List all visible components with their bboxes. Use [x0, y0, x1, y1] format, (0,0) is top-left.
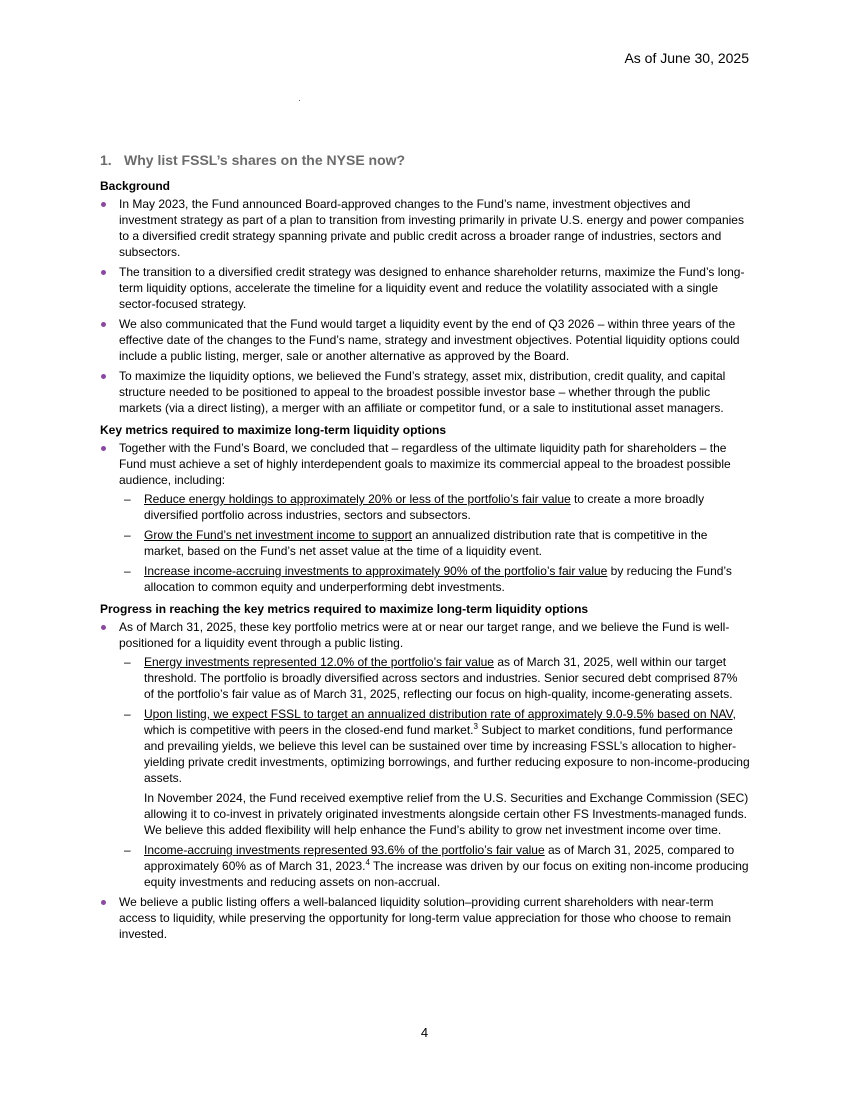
dash-text: as of March 31, 2025, compared to approximately 60% as of March 31, 2023.	[144, 843, 735, 873]
dash-marker: –	[124, 528, 131, 542]
list-item	[100, 619, 750, 890]
key-metrics-list	[100, 440, 750, 595]
dash-text: The increase was driven by our focus on exiting non-income producing equity investments and reducing assets on non-accrual.	[144, 859, 749, 889]
list-item: To maximize the liquidity options, we believed the Fund’s strategy, asset mix, distribution, credit quality, and capital structure needed to be positioned to appeal to the broadest possible investor base – whether through the public markets (via a direct listing), a merger with an affiliate or competitor fund, or a sale to institutional asset managers.	[100, 368, 750, 416]
underlined-metric: Upon listing, we expect FSSL to target an annualized distribution rate of approximately 9.0-9.5% based on NAV	[144, 707, 733, 721]
section-title-text: Why list FSSL’s shares on the NYSE now?	[124, 152, 406, 168]
stray-dot	[299, 100, 300, 101]
dash-text: , which is competitive with peers in the closed-end fund market.	[144, 707, 736, 737]
dash-item	[119, 654, 750, 702]
underlined-goal: Reduce energy holdings to approximately 20% or less of the portfolio’s fair value	[144, 492, 571, 506]
progress-bullet-text: As of March 31, 2025, these key portfolio metrics were at or near our target range, and we believe the Fund is well-positioned for a liquidity event through a public listing.	[119, 620, 730, 650]
progress-sublist	[119, 654, 750, 890]
list-item: We believe a public listing offers a well-balanced liquidity solution–providing current shareholders with near-term access to liquidity, while preserving the opportunity for long-term value appreciation for those who choose to remain invested.	[100, 894, 750, 942]
dash-item	[119, 706, 750, 838]
background-list	[100, 196, 750, 416]
dash-text: an annualized distribution rate that is competitive in the market, based on the Fund’s net asset value at the time of a liquidity event.	[144, 528, 708, 558]
dash-text: Subject to market conditions, fund performance and prevailing yields, we believe this level can be sustained over time by increasing FSSL’s allocation to higher-yielding private credit investments, optimizing borrowings, and further reducing exposure to non-income-producing assets.	[144, 723, 750, 785]
list-item: The transition to a diversified credit strategy was designed to enhance shareholder returns, maximize the Fund’s long-term liquidity options, accelerate the timeline for a liquidity event and reduce the volatility associated with a single sector-focused strategy.	[100, 264, 750, 312]
dash-marker: –	[124, 707, 131, 721]
section-title	[100, 152, 750, 168]
key-metrics-sublist	[119, 491, 750, 595]
page-number: 4	[420, 1025, 429, 1040]
dash-text: as of March 31, 2025, well within our target threshold. The portfolio is broadly diversified across sectors and industries. Senior secured debt comprised 87% of the portfolio’s fair value as of March 31, 2025, reflecting our focus on high-quality, income-generating assets.	[144, 655, 738, 701]
list-item	[100, 440, 750, 595]
key-metrics-bullet-text: Together with the Fund’s Board, we concluded that – regardless of the ultimate liquidity path for shareholders – the Fund must achieve a set of highly interdependent goals to maximize its commercial appeal to the broadest possible audience, including:	[119, 441, 731, 487]
progress-heading: Progress in reaching the key metrics required to maximize long-term liquidity options	[100, 602, 589, 616]
dash-item	[119, 491, 750, 523]
dash-item	[119, 527, 750, 559]
underlined-metric: Income-accruing investments represented 93.6% of the portfolio’s fair value	[144, 843, 545, 857]
dash-marker: –	[124, 492, 131, 506]
dash-item	[119, 563, 750, 595]
key-metrics-heading: Key metrics required to maximize long-term liquidity options	[100, 423, 447, 437]
document-body	[100, 152, 750, 946]
progress-list	[100, 619, 750, 942]
dash-marker: –	[124, 564, 131, 578]
list-item: We also communicated that the Fund would target a liquidity event by the end of Q3 2026 – within three years of the effective date of the changes to the Fund’s name, strategy and investment objectives. Potential liquidity options could include a public listing, merger, sale or another alternative as approved by the Board.	[100, 316, 750, 364]
underlined-goal: Increase income-accruing investments to approximately 90% of the portfolio’s fair value	[144, 564, 608, 578]
underlined-goal: Grow the Fund’s net investment income to support	[144, 528, 412, 542]
report-date: As of June 30, 2025	[624, 50, 749, 66]
background-heading: Background	[100, 179, 171, 193]
dash-marker: –	[124, 655, 131, 669]
dash-marker: –	[124, 843, 131, 857]
list-item: In May 2023, the Fund announced Board-approved changes to the Fund’s name, investment objectives and investment strategy as part of a plan to transition from investing primarily in private U.S. energy and power companies to a diversified credit strategy spanning private and public credit across a broader range of industries, sectors and subsectors.	[100, 196, 750, 260]
underlined-metric: Energy investments represented 12.0% of the portfolio’s fair value	[144, 655, 494, 669]
dash-text: to create a more broadly diversified portfolio across industries, sectors and subsectors.	[144, 492, 705, 522]
footnote-ref: 4	[365, 858, 370, 867]
dash-paragraph: In November 2024, the Fund received exemptive relief from the U.S. Securities and Exchange Commission (SEC) allowing it to co-invest in privately originated investments alongside certain other FS Investments-managed funds. We believe this added flexibility will help enhance the Fund’s ability to grow net investment income over time.	[144, 791, 749, 837]
dash-text: by reducing the Fund’s allocation to common equity and underperforming debt investments.	[144, 564, 732, 594]
footnote-ref: 3	[473, 722, 478, 731]
dash-item	[119, 842, 750, 890]
section-number: 1.	[100, 152, 112, 168]
